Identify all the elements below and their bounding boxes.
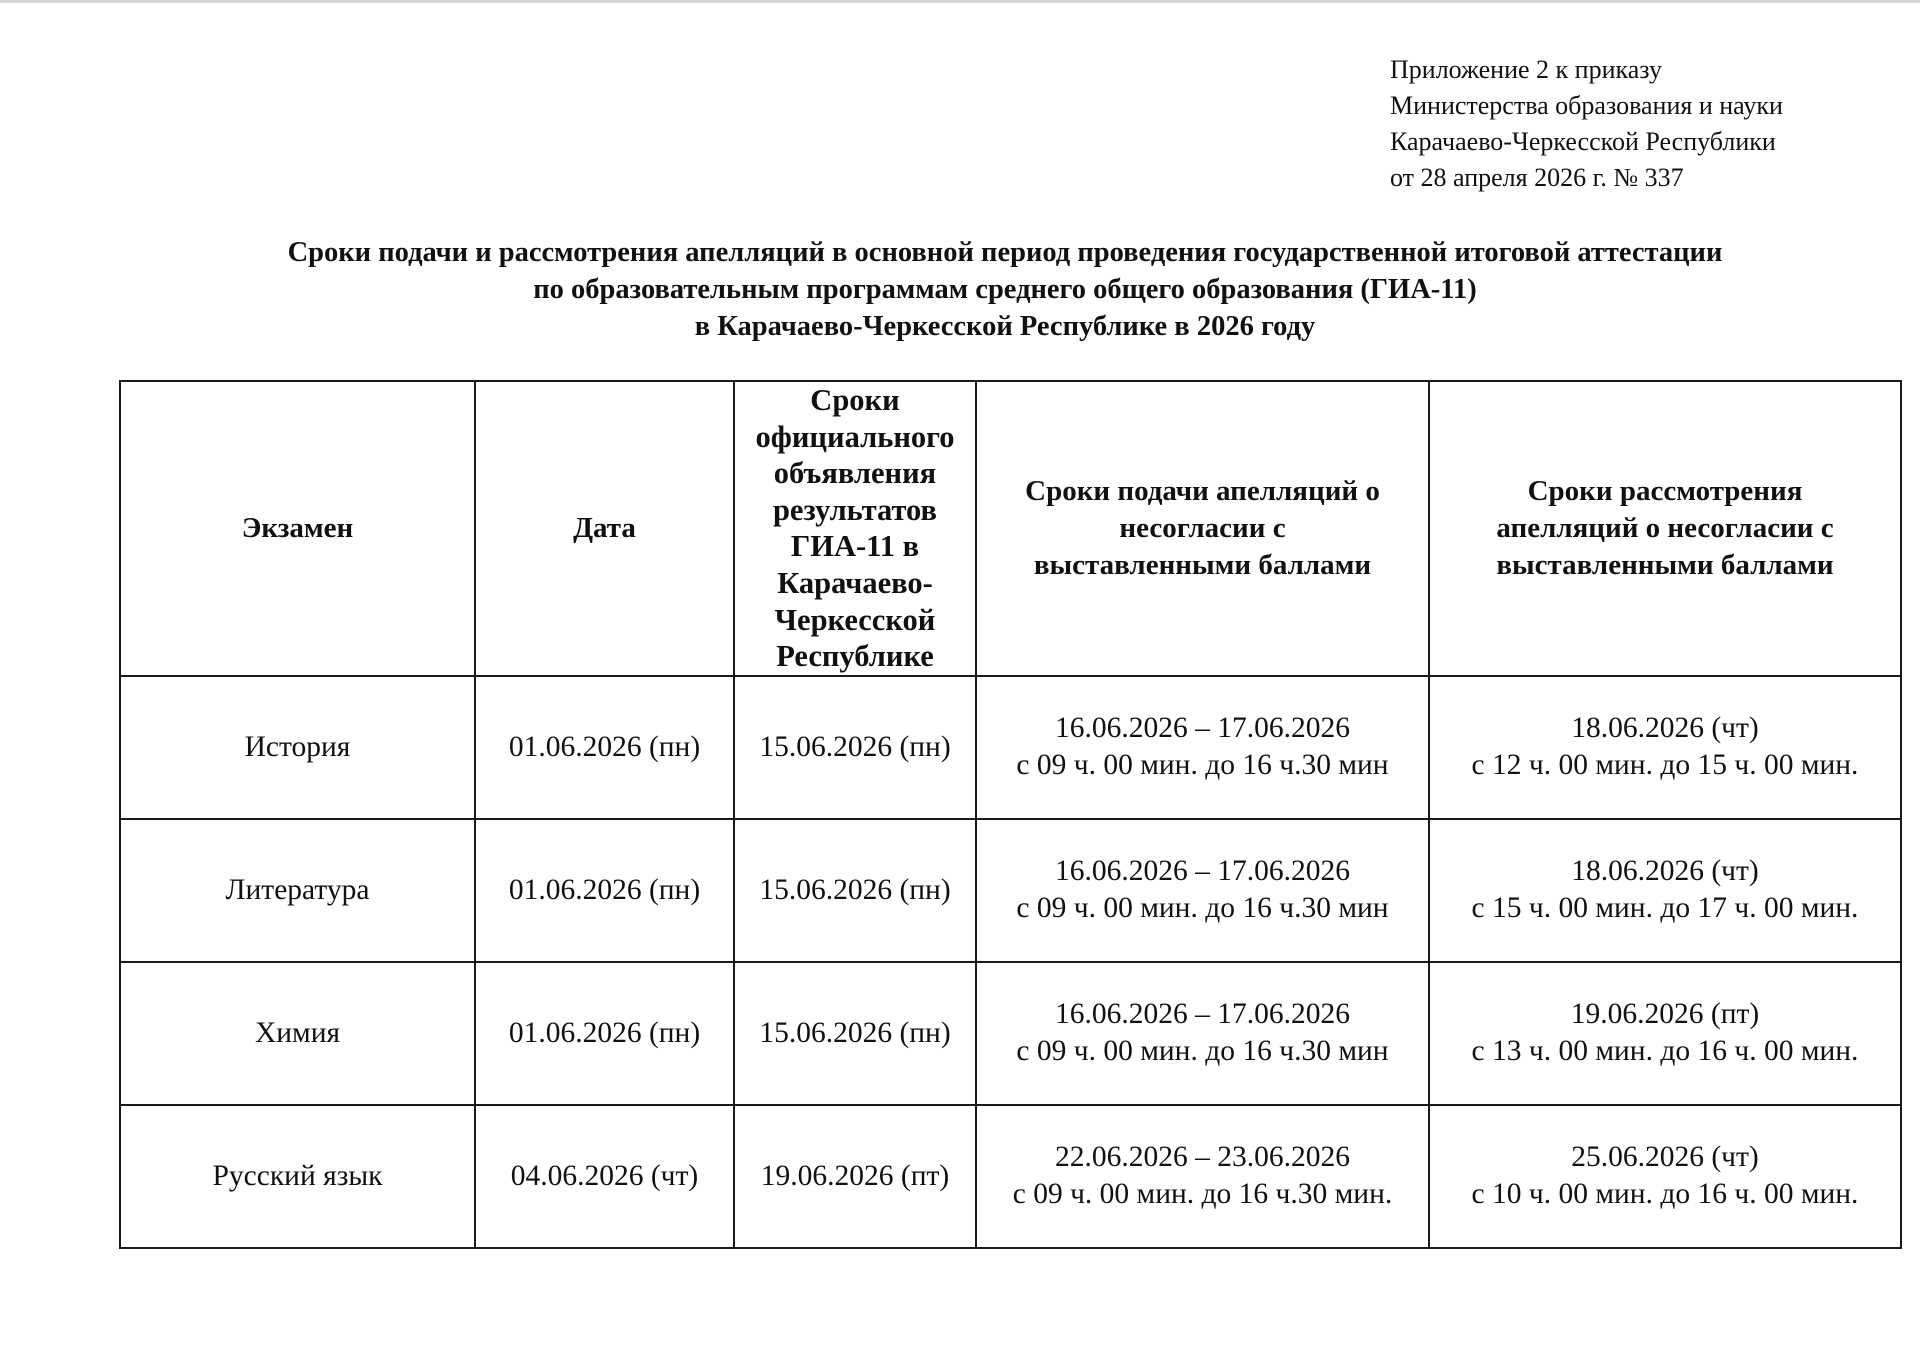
table-header-row [120, 381, 1901, 676]
submission-cell [976, 962, 1429, 1105]
header-line: апелляций о несогласии с [1496, 511, 1834, 544]
annex-line: Министерства образования и науки [1390, 91, 1783, 120]
table-row [120, 819, 1901, 962]
review-date: 18.06.2026 (чт) [1571, 712, 1759, 745]
table-row [120, 1105, 1901, 1248]
submission-time: с 09 ч. 00 мин. до 16 ч.30 мин. [1012, 1178, 1393, 1211]
review-time: с 12 ч. 00 мин. до 15 ч. 00 мин. [1471, 749, 1859, 782]
header-line: Сроки [810, 383, 900, 417]
review-cell [1429, 962, 1901, 1105]
annex-line: от 28 апреля 2026 г. № 337 [1390, 163, 1684, 192]
header-line: несогласии с [1119, 511, 1286, 544]
results-cell: 15.06.2026 (пн) [734, 962, 976, 1105]
results-cell: 19.06.2026 (пт) [734, 1105, 976, 1248]
review-cell [1429, 676, 1901, 819]
table-row [120, 962, 1901, 1105]
top-border-line [0, 0, 1920, 3]
header-line: выставленными баллами [1033, 548, 1372, 581]
date-cell: 01.06.2026 (пн) [475, 676, 734, 819]
exam-cell: История [120, 676, 475, 819]
header-appeal-review [1429, 381, 1901, 676]
title-line: в Карачаево-Черкесской Республике в 2026 году [694, 311, 1316, 342]
date-cell: 04.06.2026 (чт) [475, 1105, 734, 1248]
document-title [120, 234, 1890, 345]
header-exam: Экзамен [120, 381, 475, 676]
appeals-schedule-table [119, 380, 1902, 1249]
date-cell: 01.06.2026 (пн) [475, 962, 734, 1105]
review-date: 25.06.2026 (чт) [1571, 1141, 1759, 1174]
header-line: результатов [772, 492, 938, 527]
review-cell [1429, 819, 1901, 962]
review-date: 18.06.2026 (чт) [1571, 855, 1759, 888]
header-line: Республике [776, 639, 934, 674]
exam-cell: Литература [120, 819, 475, 962]
submission-cell [976, 1105, 1429, 1248]
submission-dates: 16.06.2026 – 17.06.2026 [1055, 855, 1350, 888]
submission-dates: 16.06.2026 – 17.06.2026 [1055, 998, 1350, 1031]
submission-cell [976, 676, 1429, 819]
review-cell [1429, 1105, 1901, 1248]
submission-time: с 09 ч. 00 мин. до 16 ч.30 мин [1016, 749, 1389, 782]
date-cell: 01.06.2026 (пн) [475, 819, 734, 962]
header-appeal-submission [976, 381, 1429, 676]
review-time: с 13 ч. 00 мин. до 16 ч. 00 мин. [1471, 1035, 1859, 1068]
table-row [120, 676, 1901, 819]
header-line: Черкесской [774, 602, 936, 637]
header-line: официального [755, 419, 955, 454]
annex-line: Приложение 2 к приказу [1390, 55, 1663, 84]
title-line: Сроки подачи и рассмотрения апелляций в основной период проведения государственной итоговой аттестации [287, 237, 1723, 268]
results-cell: 15.06.2026 (пн) [734, 819, 976, 962]
header-line: Карачаево- [777, 565, 933, 600]
review-time: с 10 ч. 00 мин. до 16 ч. 00 мин. [1471, 1178, 1859, 1211]
submission-time: с 09 ч. 00 мин. до 16 ч.30 мин [1016, 1035, 1389, 1068]
header-line: объявления [773, 456, 937, 491]
submission-time: с 09 ч. 00 мин. до 16 ч.30 мин [1016, 892, 1389, 925]
submission-dates: 22.06.2026 – 23.06.2026 [1055, 1141, 1350, 1174]
annex-line: Карачаево-Черкесской Республики [1390, 127, 1776, 156]
header-line: выставленными баллами [1496, 548, 1834, 581]
exam-cell: Химия [120, 962, 475, 1105]
annex-note [1390, 52, 1783, 196]
results-cell: 15.06.2026 (пн) [734, 676, 976, 819]
submission-cell [976, 819, 1429, 962]
review-time: с 15 ч. 00 мин. до 17 ч. 00 мин. [1471, 892, 1859, 925]
header-line: Сроки подачи апелляций о [1025, 474, 1380, 507]
header-line: ГИА-11 в [790, 529, 920, 564]
review-date: 19.06.2026 (пт) [1570, 998, 1760, 1031]
submission-dates: 16.06.2026 – 17.06.2026 [1055, 712, 1350, 745]
header-date: Дата [475, 381, 734, 676]
exam-cell: Русский язык [120, 1105, 475, 1248]
header-results-announcement [734, 381, 976, 676]
header-line: Сроки рассмотрения [1527, 474, 1803, 507]
title-line: по образовательным программам среднего общего образования (ГИА-11) [533, 274, 1477, 305]
